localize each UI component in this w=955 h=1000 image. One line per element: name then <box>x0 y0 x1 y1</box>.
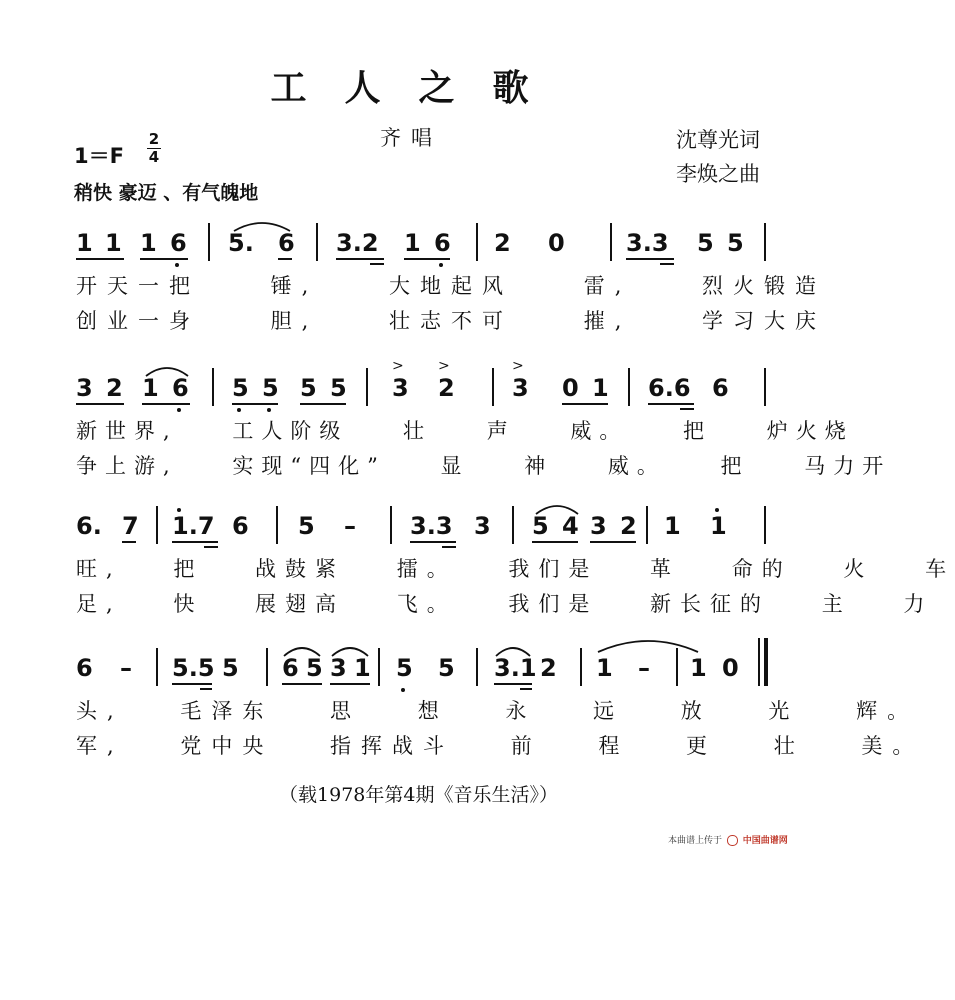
lyricist-credit: 沈尊光词 <box>676 128 760 152</box>
time-signature <box>147 132 161 165</box>
watermark-brand: 中国曲谱网 <box>742 836 788 846</box>
lyric-verse-2: 足, 快 展翅高 飞。 我们是 新长征的 主 力 <box>76 592 934 616</box>
lyric-verse-2: 创业一身 胆, 壮志不可 摧, 学习大庆 <box>76 309 827 333</box>
lyric-verse-1: 旺, 把 战鼓紧 擂。 我们是 革 命的 火 车 <box>76 557 955 581</box>
lyric-verse-2: 争上游, 实现“四化” 显 神 威。 把 马力开 <box>76 454 892 478</box>
composer-credit: 李焕之曲 <box>676 162 760 186</box>
watermark <box>668 833 788 846</box>
watermark-prefix: 本曲谱上传于 <box>668 836 723 846</box>
notation-row: 1 1 1 6 5. 6 3.2 1 6 2 0 3.3 5 5 <box>0 225 837 295</box>
tempo-marking: 稍快 豪迈 、有气魄地 <box>74 182 259 204</box>
notation-row: 6 – 5.5 5 6 5 3 1 5 5 3.1 2 1 – 1 0 <box>0 650 837 720</box>
site-logo-icon <box>727 835 738 846</box>
notation-text-2 <box>0 0 1 1</box>
time-signature-top: 2 <box>148 130 160 148</box>
notation-row: 6. 7 1.7 6 5 – 3.3 3 5 4 3 2 1 1 <box>0 508 837 578</box>
lyric-verse-2: 军, 党中央 指挥战斗 前 程 更 壮 美。 <box>76 734 924 758</box>
lyric-verse-1: 开天一把 锤, 大地起风 雷, 烈火锻造 <box>76 274 827 298</box>
lyric-verse-1: 头, 毛泽东 思 想 永 远 放 光 辉。 <box>76 699 919 723</box>
lyric-verse-1: 新世界, 工人阶级 壮 声 威。 把 炉火烧 <box>76 419 854 443</box>
notation-row: 3 2 1 6 5 5 5 5 3 2 > > 3 0 1 > 6.6 6 <box>0 370 837 440</box>
time-signature-bottom: 4 <box>148 148 160 166</box>
subtitle: 齐唱 <box>380 126 442 150</box>
song-title: 工人之歌 <box>270 68 567 109</box>
source-citation: （载1978年第4期《音乐生活》） <box>279 784 558 806</box>
key-signature: 1＝F <box>74 144 124 168</box>
